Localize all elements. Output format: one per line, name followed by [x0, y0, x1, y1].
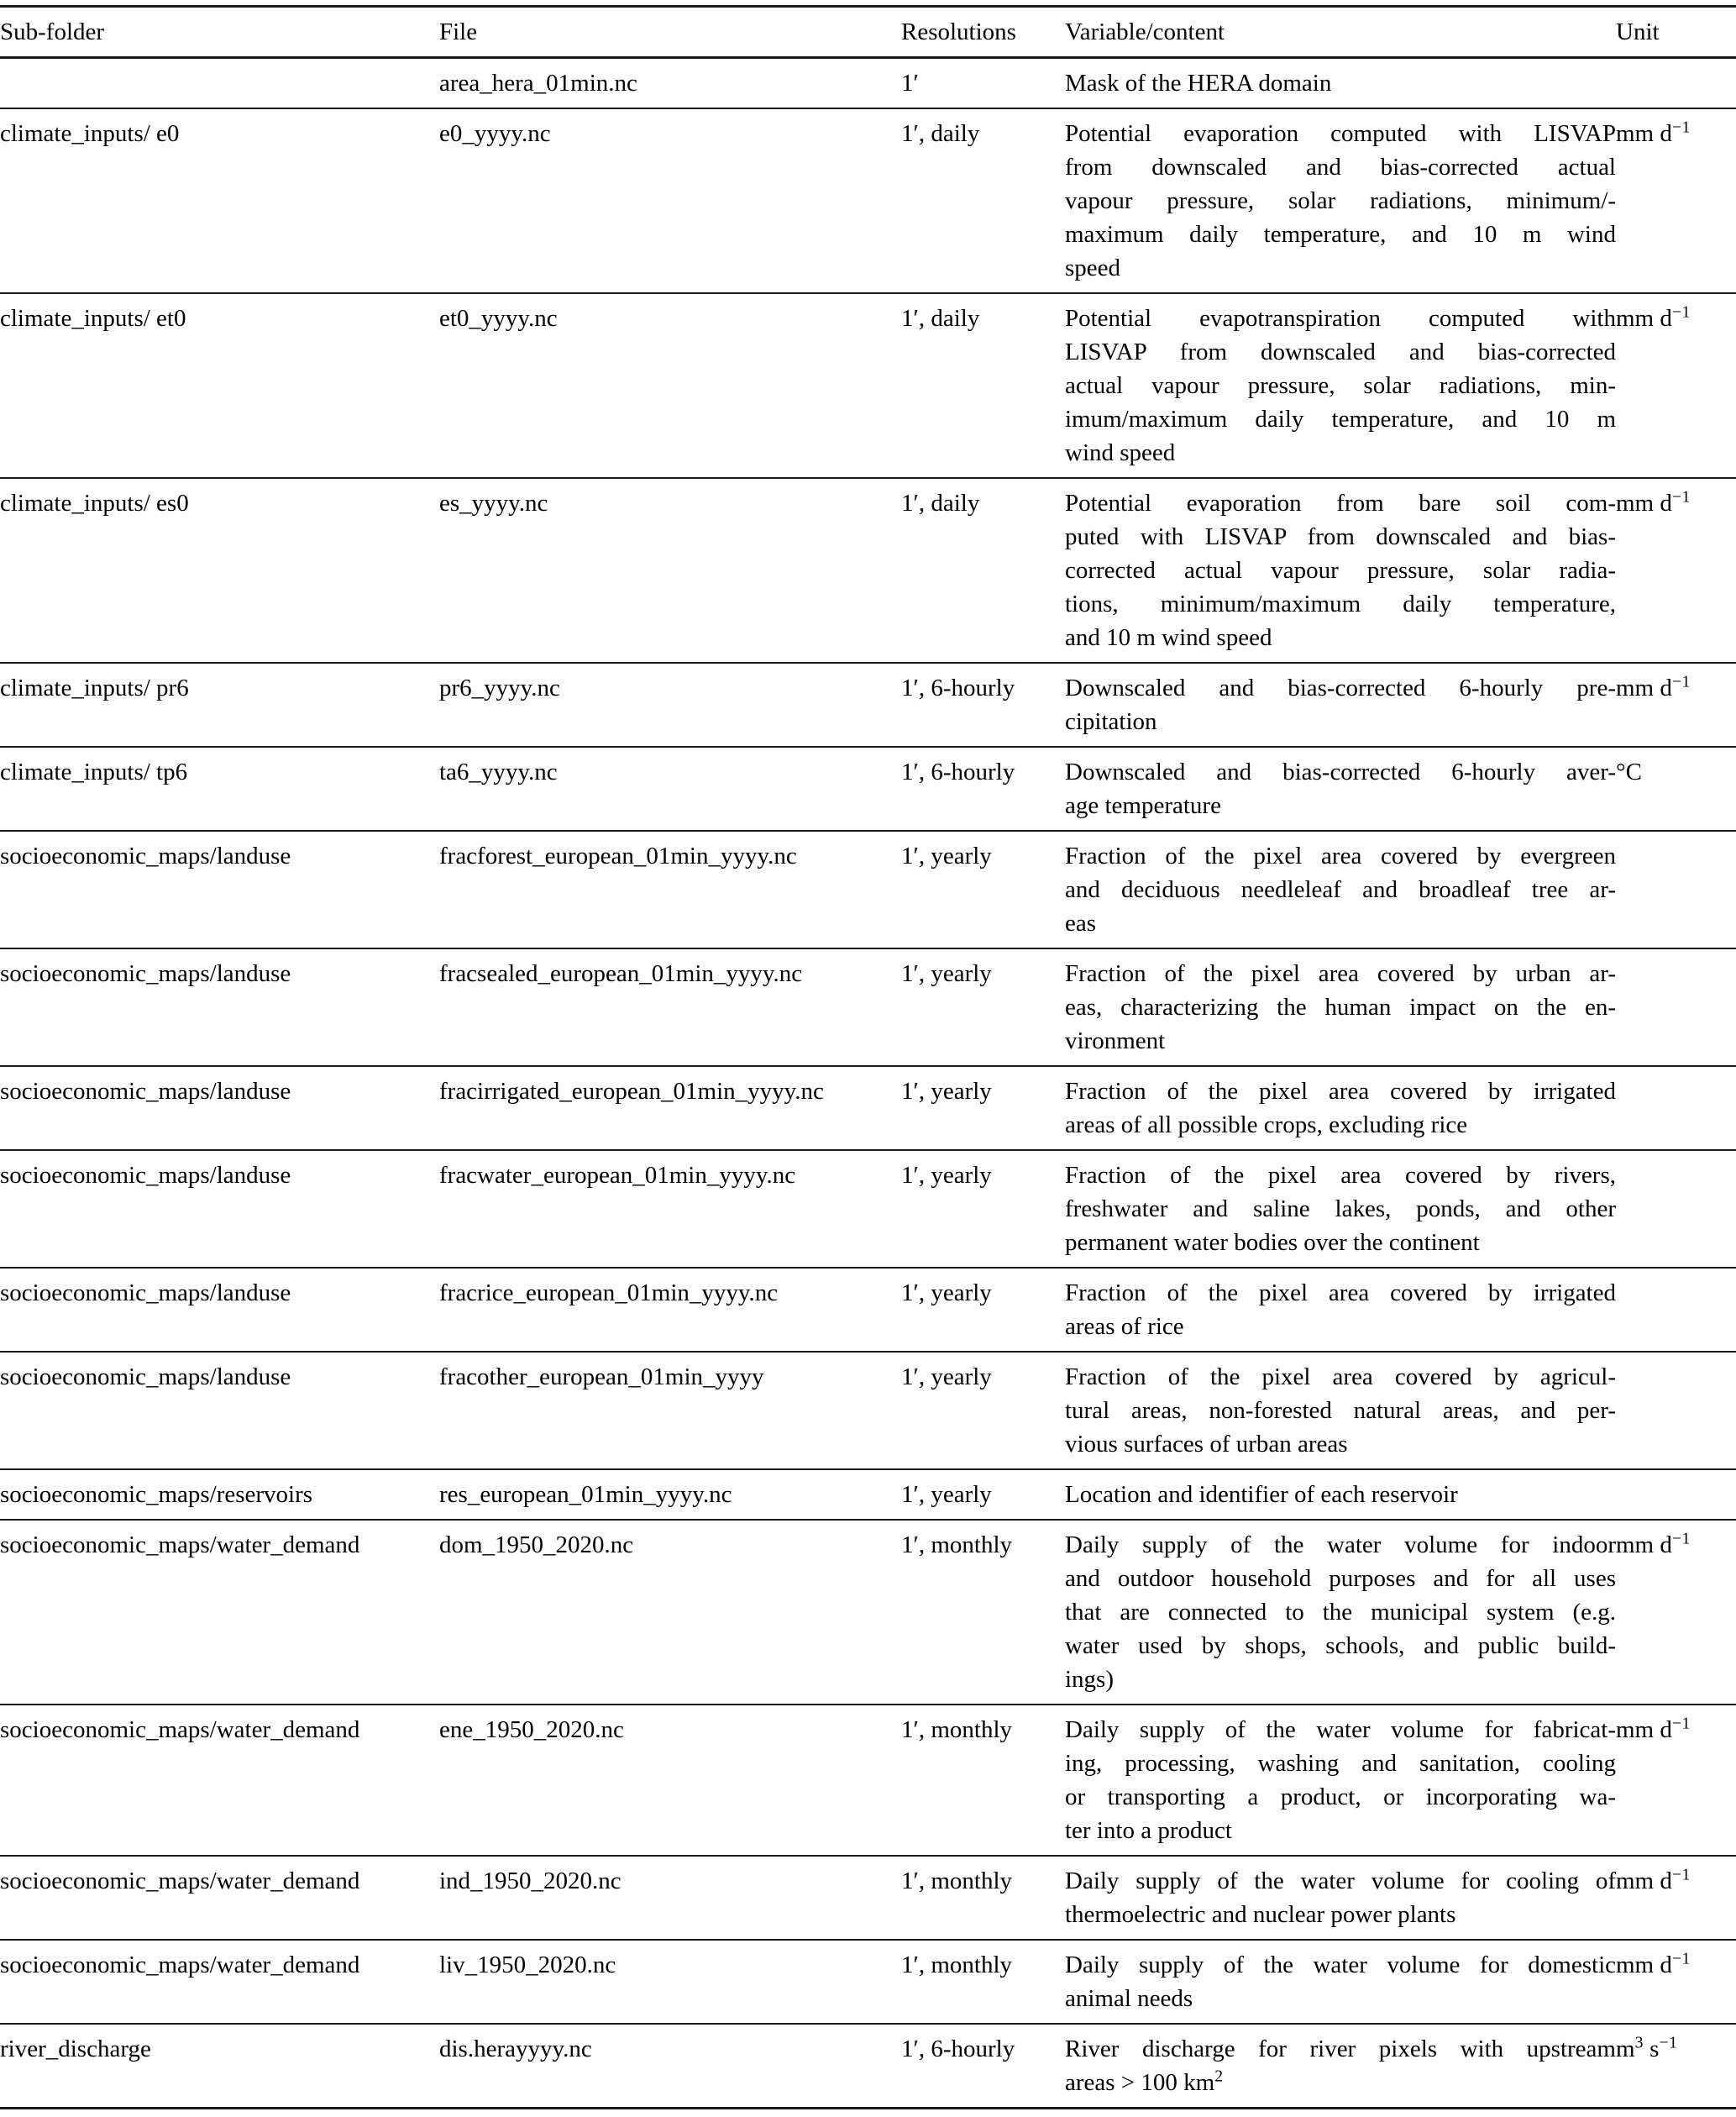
content-line: or transporting a product, or incorporating wa-	[1065, 1783, 1616, 1810]
cell-variable-content	[1065, 663, 1616, 747]
content-line: Fraction of the pixel area covered by urban ar-	[1065, 960, 1616, 987]
cell-subfolder	[0, 58, 439, 109]
col-header-variable-content: Variable/content	[1065, 18, 1225, 45]
cell-variable-content	[1065, 293, 1616, 478]
content-line: water used by shops, schools, and public build-	[1065, 1632, 1616, 1659]
content-line: Fraction of the pixel area covered by rivers,	[1065, 1162, 1616, 1189]
content-line: Downscaled and bias-corrected 6-hourly pre-	[1065, 675, 1616, 701]
dataset-files-table	[0, 5, 1736, 2109]
cell-file: ene_1950_2020.nc	[439, 1716, 624, 1743]
cell-resolutions: 1′, daily	[901, 305, 980, 332]
cell-variable-content	[1065, 948, 1616, 1066]
content-line: maximum daily temperature, and 10 m wind	[1065, 221, 1616, 248]
content-line: Daily supply of the water volume for domestic	[1065, 1952, 1616, 1978]
cell-subfolder: socioeconomic_maps/landuse	[0, 843, 291, 869]
content-line: animal needs	[1065, 1985, 1193, 2012]
cell-resolutions: 1′, yearly	[901, 1078, 992, 1105]
cell-subfolder: climate_inputs/ tp6	[0, 759, 188, 785]
content-line: ings)	[1065, 1666, 1114, 1693]
table-row	[0, 1268, 1736, 1352]
cell-resolutions: 1′, yearly	[901, 843, 992, 869]
cell-resolutions: 1′	[901, 70, 919, 97]
content-line: tions, minimum/maximum daily temperature,	[1065, 591, 1616, 617]
cell-unit: mm $d^{-1}$	[1616, 487, 1691, 517]
content-line: Fraction of the pixel area covered by evergreen	[1065, 843, 1616, 869]
cell-file: area_hera_01min.nc	[439, 70, 637, 97]
content-line: Downscaled and bias-corrected 6-hourly aver-	[1065, 759, 1616, 785]
col-header-subfolder: Sub-folder	[0, 18, 105, 45]
cell-resolutions: 1′, yearly	[901, 1162, 992, 1189]
content-line: age temperature	[1065, 792, 1221, 819]
cell-unit	[1616, 1150, 1736, 1268]
content-line: vious surfaces of urban areas	[1065, 1431, 1348, 1458]
content-line: wind speed	[1065, 439, 1176, 466]
cell-variable-content	[1065, 1352, 1616, 1469]
content-line: ing, processing, washing and sanitation, cooling	[1065, 1750, 1616, 1777]
content-line: tural areas, non-forested natural areas, and per-	[1065, 1397, 1616, 1424]
cell-file: dom_1950_2020.nc	[439, 1531, 634, 1558]
table-row	[0, 663, 1736, 747]
content-line: puted with LISVAP from downscaled and bias-	[1065, 523, 1616, 550]
cell-unit: °C	[1616, 759, 1642, 785]
cell-file: e0_yyyy.nc	[439, 120, 551, 147]
cell-subfolder: socioeconomic_maps/landuse	[0, 1363, 291, 1390]
content-line: cipitation	[1065, 708, 1157, 735]
cell-unit	[1616, 1268, 1736, 1352]
cell-resolutions: 1′, 6-hourly	[901, 2036, 1015, 2062]
content-line: corrected actual vapour pressure, solar radia-	[1065, 557, 1616, 584]
content-line: Mask of the HERA domain	[1065, 70, 1332, 97]
cell-subfolder: climate_inputs/ es0	[0, 490, 189, 517]
cell-subfolder: socioeconomic_maps/reservoirs	[0, 1481, 313, 1508]
table-row	[0, 1352, 1736, 1469]
cell-variable-content	[1065, 1705, 1616, 1856]
cell-unit: mm $d^{-1}$	[1616, 1865, 1691, 1894]
content-line: areas > 100 $km^2$	[1065, 2067, 1224, 2096]
content-line: Location and identifier of each reservoir	[1065, 1481, 1458, 1508]
col-header-resolutions: Resolutions	[901, 18, 1016, 45]
cell-resolutions: 1′, 6-hourly	[901, 675, 1015, 701]
cell-resolutions: 1′, yearly	[901, 1363, 992, 1390]
cell-variable-content	[1065, 1856, 1616, 1940]
cell-variable-content	[1065, 1520, 1616, 1705]
cell-variable-content	[1065, 1150, 1616, 1268]
cell-unit	[1616, 948, 1736, 1066]
cell-variable-content	[1065, 58, 1616, 109]
cell-unit: $m^3$ $s^{-1}$	[1616, 2033, 1678, 2062]
cell-resolutions: 1′, monthly	[901, 1867, 1013, 1894]
cell-file: fracsealed_european_01min_yyyy.nc	[439, 960, 803, 987]
table-row	[0, 831, 1736, 948]
content-line: River discharge for river pixels with upstream	[1065, 2036, 1616, 2062]
cell-file: fracother_european_01min_yyyy	[439, 1363, 764, 1390]
cell-subfolder: socioeconomic_maps/water_demand	[0, 1952, 360, 1978]
cell-unit	[1616, 1352, 1736, 1469]
table-row	[0, 948, 1736, 1066]
table-row	[0, 293, 1736, 478]
cell-resolutions: 1′, 6-hourly	[901, 759, 1015, 785]
cell-variable-content	[1065, 2024, 1616, 2109]
cell-subfolder: climate_inputs/ e0	[0, 120, 180, 147]
col-header-file: File	[439, 18, 478, 45]
content-line: ter into a product	[1065, 1817, 1232, 1844]
cell-subfolder: socioeconomic_maps/water_demand	[0, 1867, 360, 1894]
table-row	[0, 1520, 1736, 1705]
content-line: imum/maximum daily temperature, and 10 m	[1065, 406, 1616, 433]
cell-file: et0_yyyy.nc	[439, 305, 558, 332]
table-row	[0, 1066, 1736, 1150]
cell-subfolder: socioeconomic_maps/landuse	[0, 1078, 291, 1105]
content-line: eas	[1065, 910, 1097, 937]
content-line: Fraction of the pixel area covered by agricul-	[1065, 1363, 1616, 1390]
cell-file: liv_1950_2020.nc	[439, 1952, 616, 1978]
content-line: and outdoor household purposes and for all uses	[1065, 1565, 1616, 1592]
cell-file: ta6_yyyy.nc	[439, 759, 558, 785]
cell-unit: mm $d^{-1}$	[1616, 672, 1691, 701]
cell-file: dis.herayyyy.nc	[439, 2036, 592, 2062]
cell-subfolder: river_discharge	[0, 2036, 151, 2062]
content-line: actual vapour pressure, solar radiations, min-	[1065, 372, 1616, 399]
cell-unit: mm $d^{-1}$	[1616, 118, 1691, 147]
cell-subfolder: socioeconomic_maps/landuse	[0, 1162, 291, 1189]
cell-variable-content	[1065, 1066, 1616, 1150]
content-line: Daily supply of the water volume for indoor	[1065, 1531, 1616, 1558]
cell-unit: mm $d^{-1}$	[1616, 302, 1691, 332]
table-row	[0, 2024, 1736, 2109]
cell-unit	[1616, 1469, 1736, 1520]
content-line: thermoelectric and nuclear power plants	[1065, 1901, 1456, 1928]
cell-file: fracrice_european_01min_yyyy.nc	[439, 1279, 779, 1306]
col-header-unit: Unit	[1616, 18, 1660, 45]
cell-variable-content	[1065, 831, 1616, 948]
cell-unit: mm $d^{-1}$	[1616, 1529, 1691, 1558]
cell-resolutions: 1′, yearly	[901, 960, 992, 987]
cell-unit	[1616, 1066, 1736, 1150]
content-line: areas of all possible crops, excluding rice	[1065, 1111, 1468, 1138]
cell-variable-content	[1065, 1940, 1616, 2024]
cell-variable-content	[1065, 108, 1616, 293]
cell-subfolder: socioeconomic_maps/landuse	[0, 960, 291, 987]
content-line: eas, characterizing the human impact on the en-	[1065, 994, 1616, 1021]
cell-subfolder: socioeconomic_maps/water_demand	[0, 1531, 360, 1558]
table-row	[0, 478, 1736, 663]
cell-variable-content	[1065, 747, 1616, 831]
cell-resolutions: 1′, daily	[901, 490, 980, 517]
content-line: Potential evaporation computed with LISVAP	[1065, 120, 1616, 147]
content-line: areas of rice	[1065, 1313, 1184, 1340]
header-row	[0, 7, 1736, 58]
content-line: and deciduous needleleaf and broadleaf tree ar-	[1065, 876, 1616, 903]
content-line: vironment	[1065, 1027, 1166, 1054]
content-line: Potential evaporation from bare soil com-	[1065, 490, 1616, 517]
cell-subfolder: climate_inputs/ et0	[0, 305, 186, 332]
cell-variable-content	[1065, 1469, 1616, 1520]
cell-file: ind_1950_2020.nc	[439, 1867, 621, 1894]
cell-resolutions: 1′, daily	[901, 120, 980, 147]
cell-unit: mm $d^{-1}$	[1616, 1714, 1691, 1743]
content-line: and 10 m wind speed	[1065, 624, 1272, 651]
content-line: Daily supply of the water volume for fabricat-	[1065, 1716, 1616, 1743]
cell-unit	[1616, 58, 1736, 109]
cell-resolutions: 1′, monthly	[901, 1952, 1013, 1978]
content-line: speed	[1065, 255, 1121, 281]
table-row	[0, 1705, 1736, 1856]
cell-unit: mm $d^{-1}$	[1616, 1949, 1691, 1978]
cell-variable-content	[1065, 478, 1616, 663]
cell-file: res_european_01min_yyyy.nc	[439, 1481, 732, 1508]
cell-unit	[1616, 831, 1736, 948]
cell-file: fracwater_european_01min_yyyy.nc	[439, 1162, 796, 1189]
table-row	[0, 1856, 1736, 1940]
cell-subfolder: climate_inputs/ pr6	[0, 675, 189, 701]
content-line: from downscaled and bias-corrected actual	[1065, 154, 1616, 181]
content-line: Potential evapotranspiration computed with	[1065, 305, 1616, 332]
content-line: freshwater and saline lakes, ponds, and other	[1065, 1195, 1616, 1222]
content-line: Daily supply of the water volume for cooling of	[1065, 1867, 1616, 1894]
cell-subfolder: socioeconomic_maps/water_demand	[0, 1716, 360, 1743]
table-row	[0, 1150, 1736, 1268]
table-row	[0, 747, 1736, 831]
content-line: Fraction of the pixel area covered by irrigated	[1065, 1078, 1616, 1105]
cell-resolutions: 1′, yearly	[901, 1481, 992, 1508]
cell-resolutions: 1′, monthly	[901, 1531, 1013, 1558]
cell-resolutions: 1′, yearly	[901, 1279, 992, 1306]
cell-file: es_yyyy.nc	[439, 490, 548, 517]
content-line: vapour pressure, solar radiations, minimum/-	[1065, 187, 1616, 214]
cell-file: fracforest_european_01min_yyyy.nc	[439, 843, 797, 869]
content-line: Fraction of the pixel area covered by irrigated	[1065, 1279, 1616, 1306]
table-row	[0, 1940, 1736, 2024]
table-row	[0, 58, 1736, 109]
cell-file: pr6_yyyy.nc	[439, 675, 560, 701]
cell-variable-content	[1065, 1268, 1616, 1352]
content-line: permanent water bodies over the continent	[1065, 1229, 1480, 1256]
table-row	[0, 1469, 1736, 1520]
content-line: LISVAP from downscaled and bias-corrected	[1065, 339, 1616, 365]
cell-subfolder: socioeconomic_maps/landuse	[0, 1279, 291, 1306]
cell-file: fracirrigated_european_01min_yyyy.nc	[439, 1078, 824, 1105]
table-row	[0, 108, 1736, 293]
content-line: that are connected to the municipal system (e.g.	[1065, 1599, 1616, 1626]
cell-resolutions: 1′, monthly	[901, 1716, 1013, 1743]
